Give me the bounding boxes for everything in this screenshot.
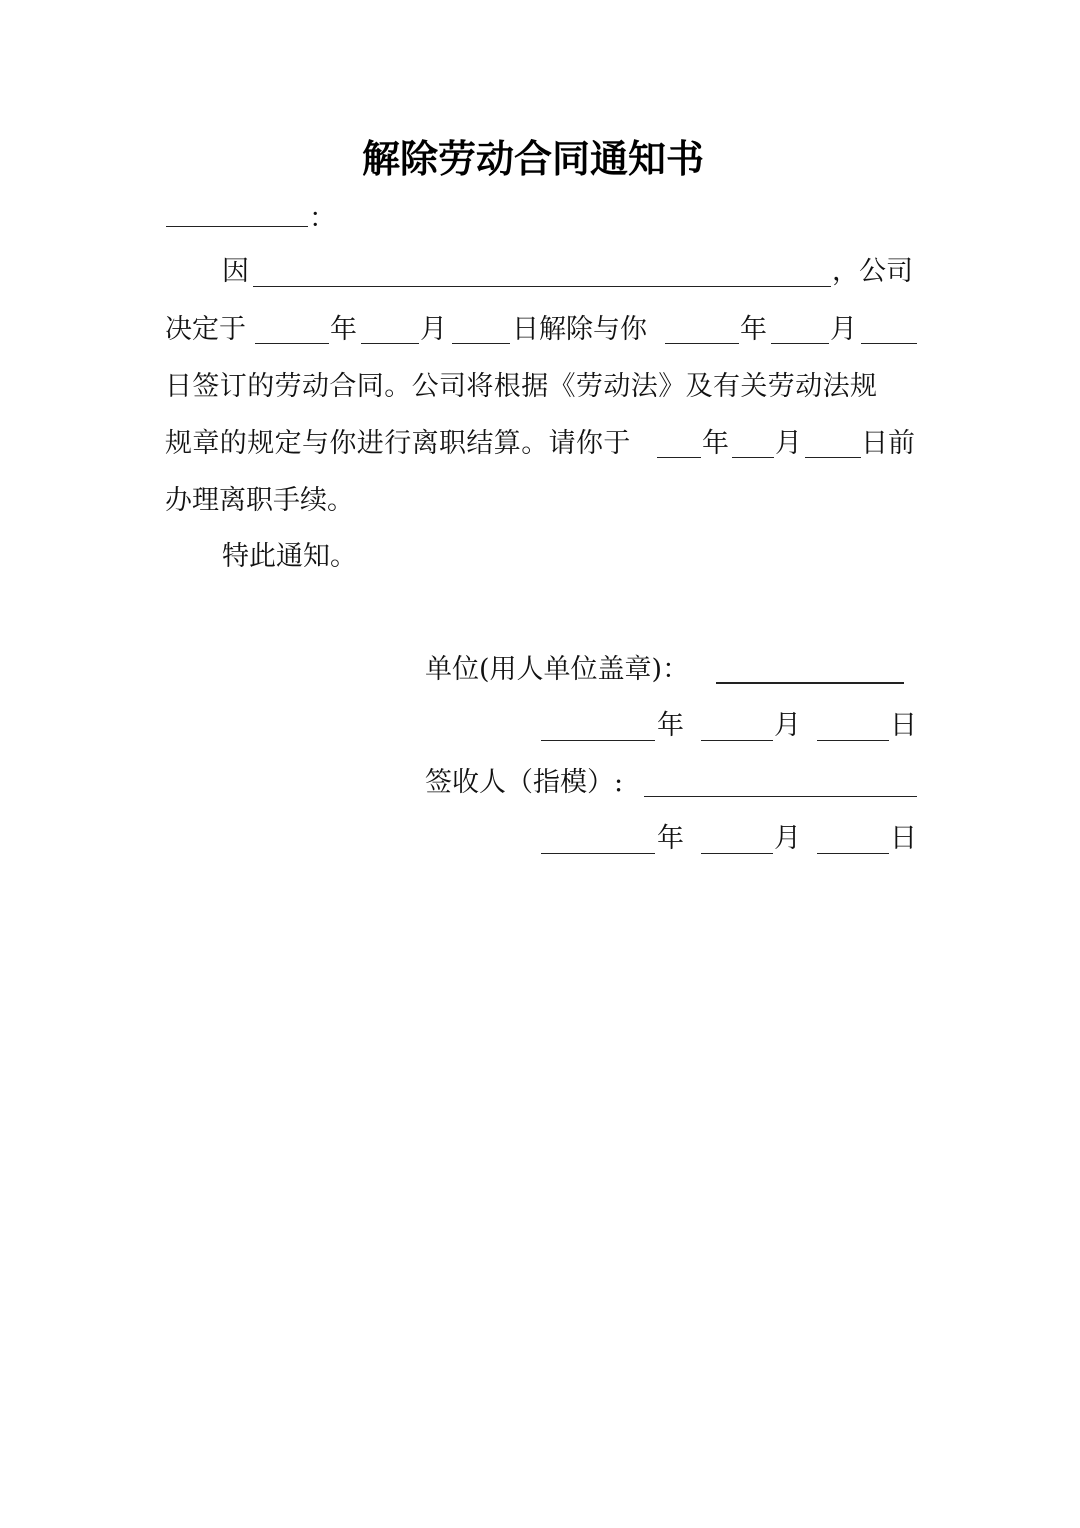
reason-suffix: ，公司 [832,256,913,287]
unit-seal-blank[interactable] [716,681,904,684]
unit-date-year-blank[interactable] [541,739,655,741]
unit-date-day-blank[interactable] [817,739,889,741]
receiver-label: 签收人（指模）: [425,767,624,798]
reason-prefix: 因 [222,256,249,287]
body-line-3: 日签订的劳动合同。公司将根据《劳动法》及有关劳动法规 [165,371,878,402]
day-release-text: 日解除与你 [512,314,647,345]
deadline-month-blank[interactable] [732,456,774,458]
deadline-month-label: 月 [775,428,802,459]
unit-date-year-label: 年 [657,710,684,741]
month-label-2: 月 [830,314,857,345]
termination-month-blank[interactable] [361,342,419,344]
salutation-colon: ： [309,203,336,234]
receiver-date-month-label: 月 [774,823,801,854]
receiver-date-day-label: 日 [890,823,917,854]
deadline-year-label: 年 [702,428,729,459]
termination-year-blank[interactable] [255,342,329,344]
deadline-day-label: 日前 [861,428,915,459]
receiver-date-year-label: 年 [657,823,684,854]
reason-blank[interactable] [253,285,831,287]
year-label-2: 年 [740,314,767,345]
receiver-date-year-blank[interactable] [541,852,655,854]
signed-month-blank[interactable] [771,342,829,344]
deadline-year-blank[interactable] [657,456,701,458]
unit-date-month-label: 月 [774,710,801,741]
deadline-day-blank[interactable] [805,456,861,458]
termination-day-blank[interactable] [452,342,510,344]
receiver-blank[interactable] [644,795,917,797]
receiver-date-day-blank[interactable] [817,852,889,854]
body-line-4-text: 规章的规定与你进行离职结算。请你于 [165,428,631,459]
receiver-date-month-blank[interactable] [701,852,773,854]
month-label: 月 [420,314,447,345]
body-line-5: 办理离职手续。 [165,485,354,516]
unit-date-day-label: 日 [890,710,917,741]
document-title: 解除劳动合同通知书 [362,137,705,181]
year-label: 年 [330,314,357,345]
signed-year-blank[interactable] [665,342,739,344]
decided-text: 决定于 [165,314,246,345]
unit-date-month-blank[interactable] [701,739,773,741]
closing-text: 特此通知。 [222,541,357,572]
unit-seal-label: 单位(用人单位盖章)： [425,654,690,685]
signed-day-blank[interactable] [861,342,917,344]
recipient-blank[interactable] [166,225,308,227]
salutation-line [165,205,336,232]
